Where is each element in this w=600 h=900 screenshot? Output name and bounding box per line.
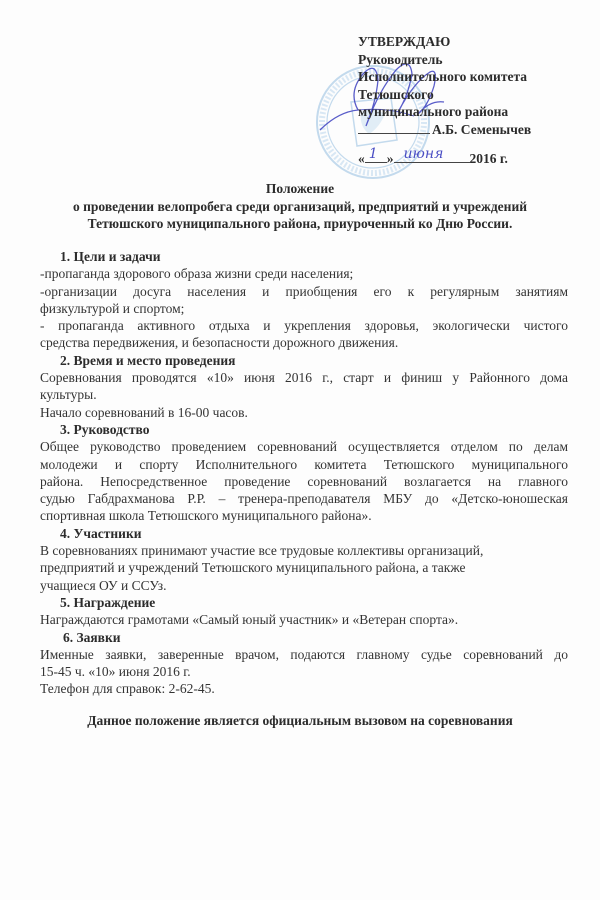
approval-line: Тетюшского <box>358 86 434 102</box>
paragraph: физкультурой и спортом; <box>40 300 185 316</box>
date-day-field <box>365 145 387 163</box>
paragraph: предприятий и учреждений Тетюшского муниципального района, а также <box>40 560 466 576</box>
signature-blank <box>358 121 430 134</box>
approval-line: Руководитель <box>358 51 443 67</box>
approval-line: Исполнительного комитета <box>358 69 527 84</box>
date-day-handwritten: 1 <box>368 145 378 162</box>
paragraph: -пропаганда здорового образа жизни среди населения; <box>40 266 354 282</box>
date-month-handwritten: июня <box>403 145 444 162</box>
paragraph: судью Габдрахманова Р.Р. – тренера-преподавателя МБУ до «Детско-юношеская <box>40 491 568 507</box>
paragraph: Именные заявки, заверенные врачом, подаются главному судье соревнований до <box>40 646 568 662</box>
title-line: Положение <box>265 181 335 196</box>
title-line: о проведении велопробега среди организаций, предприятий и учреждений <box>73 198 527 214</box>
paragraph: Награждаются грамотами «Самый юный участник» и «Ветеран спорта». <box>40 612 459 628</box>
section-heading-awards: 5. Награждение <box>60 594 156 610</box>
date-year: 2016 г. <box>469 151 508 166</box>
paragraph: молодежи и спорту Исполнительного комитета Тетюшского муниципального <box>40 456 568 472</box>
final-statement: Данное положение является официальным вызовом на соревнования <box>87 713 513 728</box>
paragraph: Начало соревнований в 16-00 часов. <box>40 404 248 420</box>
paragraph: - пропаганда активного отдыха и укрепления здоровья, экологически чистого <box>40 318 568 334</box>
paragraph: спортивная школа Тетюшского муниципального района». <box>40 508 372 524</box>
paragraph: Общее руководство проведением соревнований осуществляется отделом по делам <box>40 439 568 455</box>
paragraph: Телефон для справок: 2-62-45. <box>40 681 215 697</box>
document-body <box>40 248 568 698</box>
approval-heading: УТВЕРЖДАЮ <box>358 34 451 49</box>
section-heading-goals: 1. Цели и задачи <box>60 249 161 264</box>
paragraph: В соревнованиях принимают участие все трудовые коллективы организаций, <box>40 543 484 559</box>
approval-date <box>358 145 588 168</box>
paragraph: учащиеся ОУ и ССУз. <box>40 577 167 593</box>
date-open-quote: « <box>358 151 365 166</box>
signer-name: А.Б. Семенычев <box>432 121 532 137</box>
paragraph: культуры. <box>40 387 97 403</box>
paragraph: 15-45 ч. «10» июня 2016 г. <box>40 664 191 680</box>
paragraph: средства передвижения, и безопасности дорожного движения. <box>40 335 399 351</box>
section-heading-management: 3. Руководство <box>60 421 150 437</box>
section-heading-applications: 6. Заявки <box>63 629 121 645</box>
approval-block <box>358 33 588 168</box>
paragraph: -организации досуга населения и приобщения его к регулярным занятиям <box>40 283 568 299</box>
approval-line: муниципального района <box>358 104 509 119</box>
date-month-field <box>394 145 470 163</box>
signer-line <box>358 121 588 139</box>
paragraph: Соревнования проводятся «10» июня 2016 г., старт и финиш у Районного дома <box>40 370 568 386</box>
section-heading-time-place: 2. Время и место проведения <box>60 352 236 368</box>
paragraph: района. Непосредственное проведение соревнований возлагается на главного <box>40 473 568 489</box>
title-line: Тетюшского муниципального района, приуроченный ко Дню России. <box>87 216 513 231</box>
section-heading-participants: 4. Участники <box>60 525 142 541</box>
document-title <box>0 180 600 233</box>
date-close-quote: » <box>386 151 394 166</box>
